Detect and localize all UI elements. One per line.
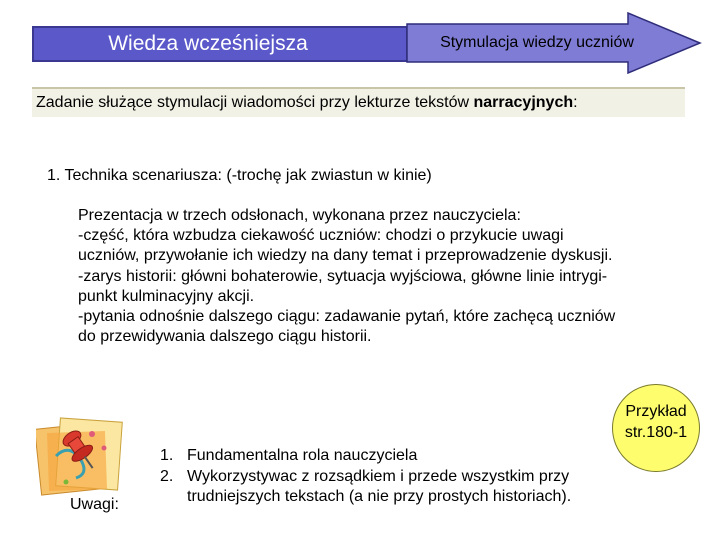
description-line: punkt kulminacyjny akcji. <box>78 287 255 305</box>
example-badge <box>612 384 700 472</box>
technique-heading: 1. Technika scenariusza: (-trochę jak zwiastun w kinie) <box>47 167 432 184</box>
list-item-text: Fundamentalna rola nauczyciela <box>187 447 418 464</box>
list-item-continuation <box>160 487 571 508</box>
remarks-list <box>160 446 571 508</box>
description-line: -część, która wzbudza ciekawość uczniów: chodzi o przykucie uwagi <box>78 227 564 245</box>
task-text-suffix: : <box>573 94 578 111</box>
description-line: uczniów, przywołanie ich wiedzy na dany temat i przeprowadzenie dyskusji. <box>78 247 613 265</box>
notes-pushpin-clipart-icon <box>36 412 126 496</box>
example-badge-title: Przykład <box>625 403 687 420</box>
header-previous-knowledge-label: Wiedza wcześniejsza <box>108 32 308 55</box>
task-text-bold: narracyjnych <box>473 94 574 111</box>
task-banner <box>32 87 685 117</box>
list-item-text: trudniejszych tekstach (a nie przy prostych historiach). <box>187 488 572 505</box>
list-item-text: Wykorzystywac z rozsądkiem i przede wszystkim przy <box>187 467 570 485</box>
description-line: do przewidywania dalszego ciągu historii. <box>78 328 372 346</box>
description-line: -pytania odnośnie dalszego ciągu: zadawanie pytań, które zachęcą uczniów <box>78 308 616 326</box>
remarks-label: Uwagi: <box>70 496 119 513</box>
task-text-prefix: Zadanie służące stymulacji wiadomości przy lekturze tekstów <box>36 94 474 111</box>
list-item-number: 2. <box>160 467 174 485</box>
list-item <box>160 467 571 488</box>
description-line: Prezentacja w trzech odsłonach, wykonana przez nauczyciela: <box>78 207 521 224</box>
list-item <box>160 446 571 467</box>
technique-description <box>78 206 688 347</box>
header-previous-knowledge <box>32 26 408 62</box>
example-badge-pages: str.180-1 <box>624 424 688 441</box>
header-stimulation-label: Stymulacja wiedzy uczniów <box>440 34 634 51</box>
list-item-indent <box>160 487 187 508</box>
description-line: -zarys historii: główni bohaterowie, sytuacja wyjściowa, główne linie intrygi- <box>78 267 608 285</box>
list-item-number: 1. <box>160 447 174 464</box>
